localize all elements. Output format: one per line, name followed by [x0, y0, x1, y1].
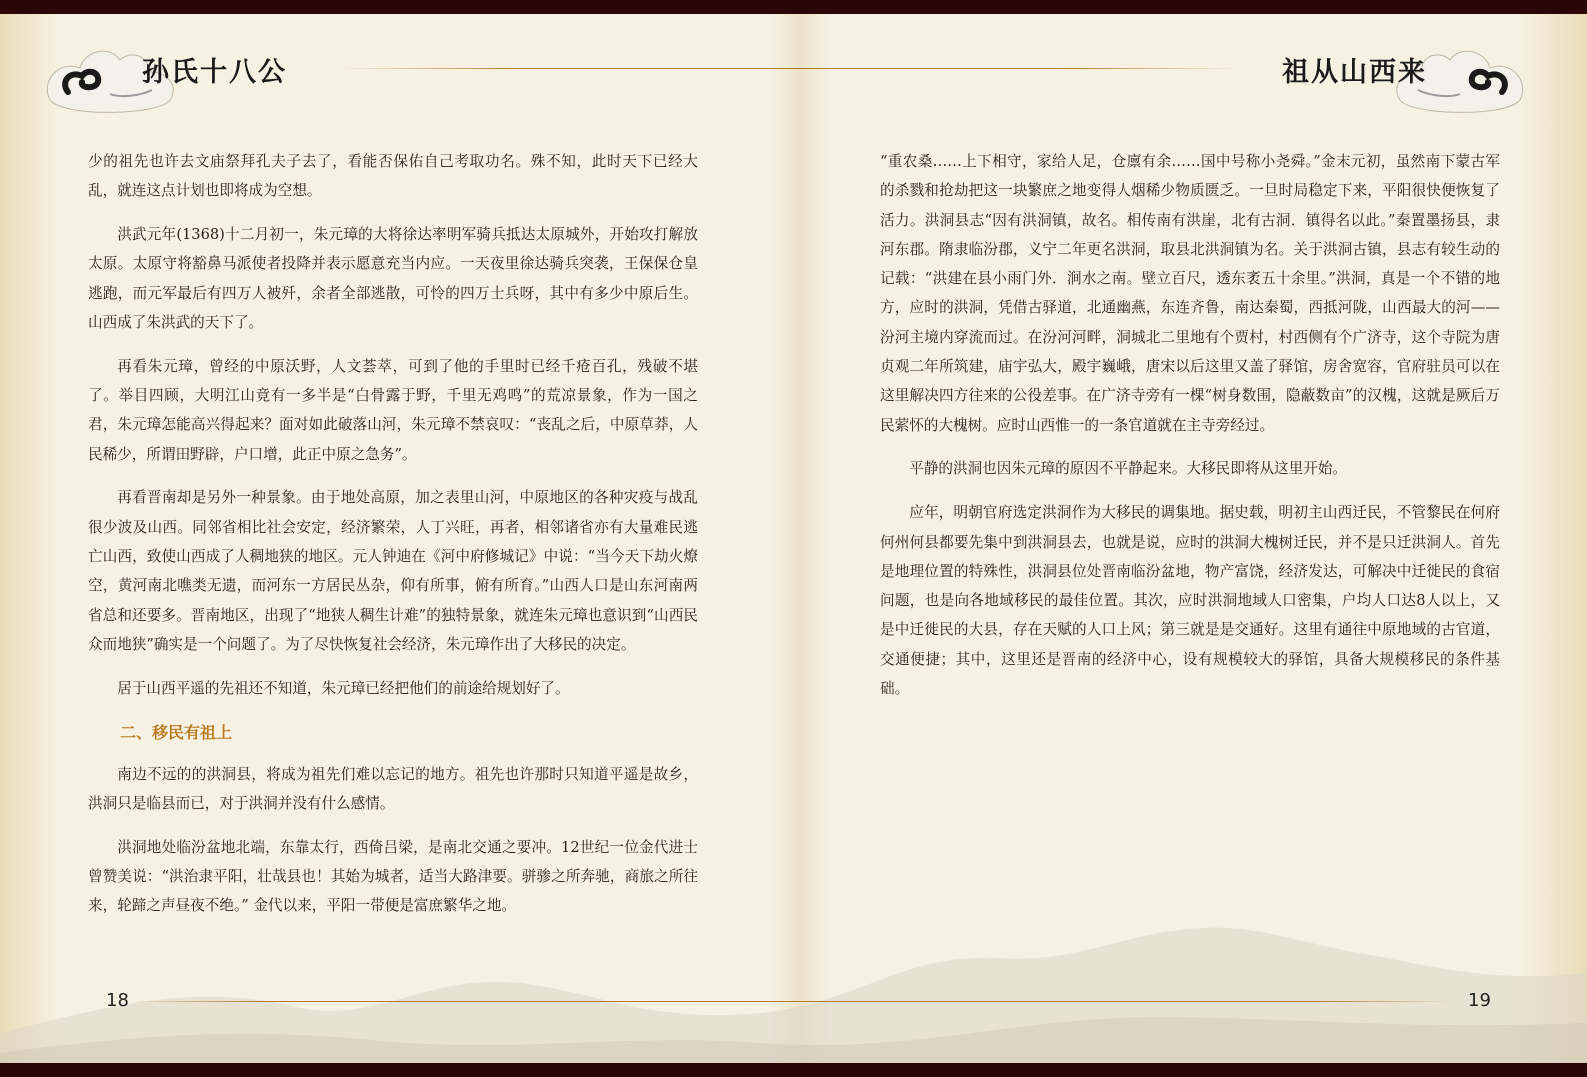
right-header-title: 祖从山西来 — [1282, 57, 1427, 88]
left-header-title: 孙氏十八公 — [142, 57, 287, 88]
paragraph: 平静的洪洞也因朱元璋的原因不平静起来。大移民即将从这里开始。 — [909, 460, 1348, 478]
footer-divider — [130, 1001, 1450, 1002]
paragraph: 再看晋南却是另外一种景象。由于地处高原，加之表里山河，中原地区的各种灾疫与战乱很少波及山西。同邻省相比社会安定，经济繁荣，人丁兴旺，再者，相邻诸省亦有大量难民逃亡山西，致使山西成了人稠地狭的地区。元人钟迪在《河中府修城记》中说：“当今天下劫火燎空，黄河南北噍类无遗，而河东一方居民丛杂，仰有所事，俯有所育。”山西人口是山东河南两省总和还要多。晋南地区，出现了“地狭人稠生计难”的独特景象，就连朱元璋也意识到“山西民众而地狭”确实是一个问题了。为了尽快恢复社会经济，朱元璋作出了大移民的决定。 — [88, 489, 698, 653]
bottom-frame-bar — [0, 1063, 1587, 1077]
paragraph: 洪武元年(1368)十二月初一，朱元璋的大将徐达率明军骑兵抵达太原城外，开始攻打解放太原。太原守将豁鼻马派使者投降并表示愿意充当内应。一天夜里徐达骑兵突袭，王保保仓皇逃跑，而元军最后有四万人被歼，余者全部逃散，可怜的四万士兵呀，其中有多少中原后生。山西成了朱洪武的天下了。 — [88, 226, 698, 331]
paragraph: 南边不远的的洪洞县，将成为祖先们难以忘记的地方。祖先也许那时只知道平遥是故乡，洪洞只是临县而已，对于洪洞并没有什么感情。 — [88, 765, 698, 812]
book-gutter — [770, 14, 830, 1063]
left-page-edge — [0, 14, 60, 1063]
page-number-right: 19 — [1468, 990, 1491, 1011]
paragraph: “重农桑……上下相守，家给人足，仓廪有余……国中号称小尧舜。”金末元初，虽然南下蒙古军的杀戮和抢劫把这一块繁庶之地变得人烟稀少物质匮乏。一旦时局稳定下来，平阳很快便恢复了活力。洪洞县志“因有洪洞镇，故名。相传南有洪崖，北有古洞．镇得名以此。”秦置墨扬县，隶河东郡。隋隶临汾郡，义宁二年更名洪洞，取县北洪洞镇为名。关于洪洞古镇，县志有较生动的记载：“洪建在县小雨门外．涧水之南。壁立百尺，透东袤五十余里。”洪洞，真是一个不错的地方，应时的洪洞，凭借古驿道，北通幽燕，东连齐鲁，南达秦蜀，西抵河陇，山西最大的河——汾河主境内穿流而过。在汾河河畔，洞城北二里地有个贾村，村西侧有个广济寺，这个寺院为唐贞观二年所筑建，庙宇弘大，殿宇巍峨，唐宋以后这里又盖了驿馆，房舍宽容，官府驻员可以在这里解决四方往来的公役差事。在广济寺旁有一棵“树身数围，隐蔽数亩”的汉槐，这就是厥后万民萦怀的大槐树。应时山西惟一的一条官道就在主寺旁经过。 — [880, 153, 1500, 434]
paragraph: 再看朱元璋，曾经的中原沃野，人文荟萃，可到了他的手里时已经千疮百孔，残破不堪了。举目四顾，大明江山竟有一多半是“白骨露于野，千里无鸡鸣”的荒凉景象，作为一国之君，朱元璋怎能高兴得起来？面对如此破落山河，朱元璋不禁哀叹：“丧乱之后，中原草莽，人民稀少，所谓田野辟，户口增，此正中原之急务”。 — [88, 357, 698, 463]
section-heading: 二、移民有祖上 — [120, 722, 233, 742]
paragraph: 居于山西平遥的先祖还不知道，朱元璋已经把他们的前途给规划好了。 — [117, 679, 570, 697]
right-page-edge — [1517, 14, 1587, 1063]
left-page-body — [88, 147, 698, 935]
paragraph: 洪洞地处临汾盆地北端，东靠太行，西倚吕梁，是南北交通之要冲。12世纪一位金代进士曾赞美说：“洪治隶平阳，壮哉县也！其始为城者，适当大路津要。骈骖之所奔驰，商旅之所往来，轮蹄之声昼夜不绝。” 金代以来，平阳一带便是富庶繁华之地。 — [88, 838, 698, 915]
top-frame-bar — [0, 0, 1587, 14]
paragraph: 少的祖先也许去文庙祭拜孔夫子去了，看能否保佑自己考取功名。殊不知，此时天下已经大乱，就连这点计划也即将成为空想。 — [88, 153, 698, 200]
page-number-left: 18 — [106, 990, 129, 1011]
right-page-body — [880, 147, 1500, 718]
paragraph: 应年，明朝官府选定洪洞作为大移民的调集地。据史载，明初主山西迁民，不管黎民在何府何州何县都要先集中到洪洞县去，也就是说，应时的洪洞大槐树迁民，并不是只迁洪洞人。首先是地理位置的特殊性，洪洞县位处晋南临汾盆地，物产富饶，经济发达，可解决中迁徙民的食宿问题，也是向各地域移民的最佳位置。其次，应时洪洞地域人口密集，户均人口达8人以上，又是中迁徙民的大县，存在天赋的人口上风；第三就是是交通好。这里有通往中原地域的古官道，交通便捷；其中，这里还是晋南的经济中心，设有规模较大的驿馆，具备大规模移民的条件基础。 — [880, 504, 1500, 698]
header-divider — [340, 68, 1240, 69]
mountain-landscape — [0, 913, 1587, 1063]
